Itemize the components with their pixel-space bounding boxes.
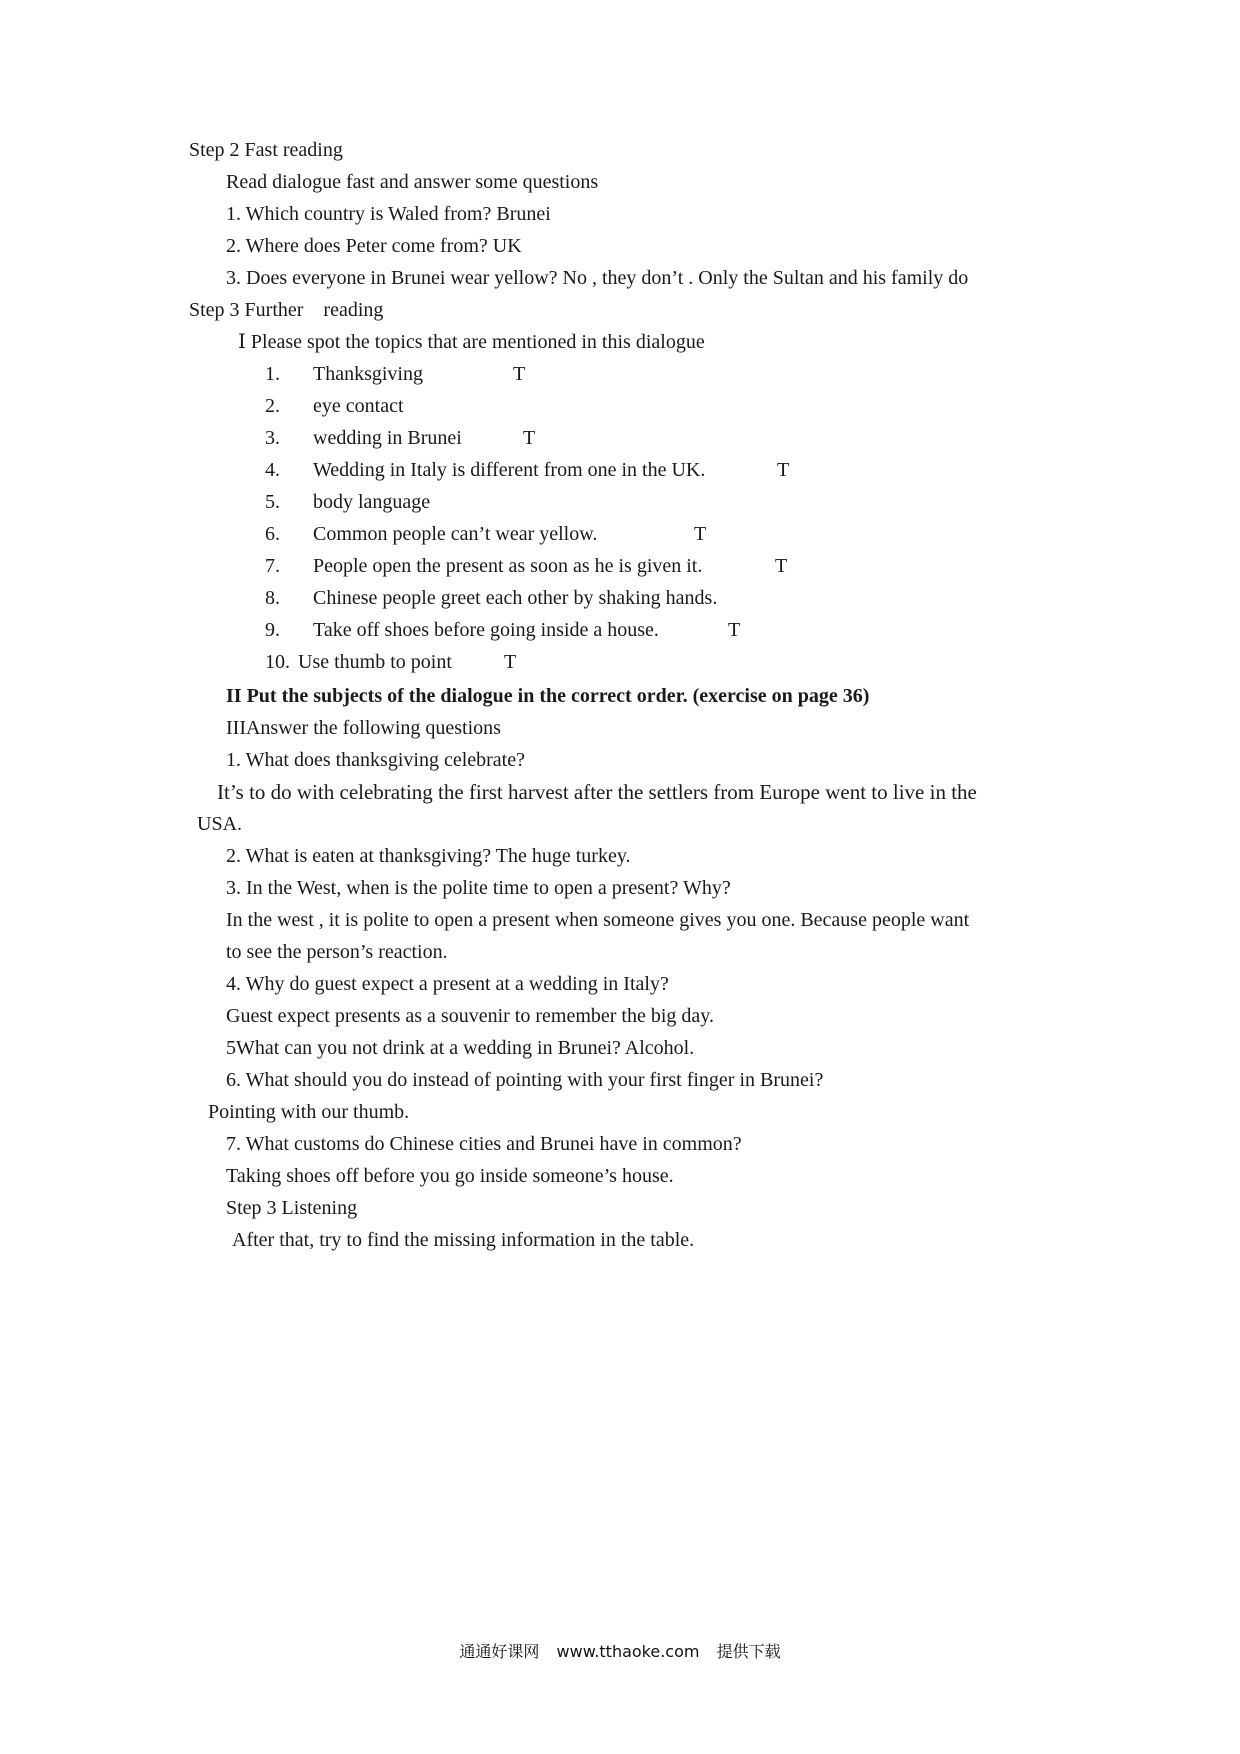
topic-text: Thanksgiving [313,363,423,385]
topic-text: body language [313,491,431,513]
answer-7: Taking shoes off before you go inside someone’s house. [226,1165,674,1187]
step3-title: Step 3 Further reading [189,299,384,321]
topic-number: 9. [265,619,280,641]
footer-suffix: 提供下载 [716,1642,781,1661]
part3-heading: IIIAnswer the following questions [226,717,501,739]
answer-question-3: 3. In the West, when is the polite time to open a present? Why? [226,877,731,899]
answer-question-5: 5What can you not drink at a wedding in Brunei? Alcohol. [226,1037,695,1059]
step2-intro: Read dialogue fast and answer some questions [226,171,599,193]
topic-mark: T [504,651,517,673]
topic-item [265,362,423,386]
topic-mark: T [728,619,741,641]
topic-text: Common people can’t wear yellow. [313,523,598,545]
topic-text: wedding in Brunei [313,427,462,449]
topic-text: Wedding in Italy is different from one in the UK. [313,459,706,481]
topic-mark: T [694,523,707,545]
topic-item [265,458,705,482]
step2-question-1: 1. Which country is Waled from? Brunei [226,203,551,225]
answer-question-1: 1. What does thanksgiving celebrate? [226,749,525,771]
topic-number: 5. [265,491,280,513]
topic-item [265,522,597,546]
topic-text: Use thumb to point [298,651,452,673]
topic-number: 6. [265,523,280,545]
listening-title: Step 3 Listening [226,1197,358,1219]
part2-heading: II Put the subjects of the dialogue in the correct order. (exercise on page 36) [226,685,870,707]
answer-4: Guest expect presents as a souvenir to remember the big day. [226,1005,714,1027]
topic-text: Chinese people greet each other by shaking hands. [313,587,718,609]
topic-text: eye contact [313,395,404,417]
topic-number: 3. [265,427,280,449]
answer-question-6: 6. What should you do instead of pointing with your first finger in Brunei? [226,1069,824,1091]
topic-number: 4. [265,459,280,481]
footer-site-name: 通通好课网 [459,1642,540,1661]
topic-mark: T [775,555,788,577]
answer-1-line-1: It’s to do with celebrating the first harvest after the settlers from Europe went to live in the [217,780,977,804]
answer-3-line-2: to see the person’s reaction. [226,941,448,963]
topic-mark: T [513,363,526,385]
topic-item [265,490,430,514]
answer-1-line-2: USA. [197,813,243,835]
topic-text: People open the present as soon as he is given it. [313,555,703,577]
answer-question-2: 2. What is eaten at thanksgiving? The huge turkey. [226,845,631,867]
step2-question-2: 2. Where does Peter come from? UK [226,235,522,257]
answer-question-4: 4. Why do guest expect a present at a wedding in Italy? [226,973,669,995]
topic-number: 2. [265,395,280,417]
topic-item [265,554,702,578]
topic-number: 7. [265,555,280,577]
part1-heading: Ⅰ Please spot the topics that are mentioned in this dialogue [238,331,705,353]
footer-url: www.tthaoke.com [556,1642,700,1661]
topic-item [265,586,717,610]
step2-question-3: 3. Does everyone in Brunei wear yellow? No , they don’t . Only the Sultan and his family do [226,267,969,289]
topic-mark: T [523,427,536,449]
topic-number: 10. [265,651,290,673]
listening-text: After that, try to find the missing information in the table. [232,1229,695,1251]
topic-item [265,394,404,418]
topic-number: 1. [265,363,280,385]
topic-item [265,426,462,450]
page-footer [0,1642,1240,1662]
topic-mark: T [777,459,790,481]
answer-6: Pointing with our thumb. [208,1101,410,1123]
topic-item [265,618,659,642]
topic-number: 8. [265,587,280,609]
topic-item [265,650,452,674]
answer-question-7: 7. What customs do Chinese cities and Brunei have in common? [226,1133,742,1155]
step2-title: Step 2 Fast reading [189,139,343,161]
topic-text: Take off shoes before going inside a house. [313,619,659,641]
answer-3-line-1: In the west , it is polite to open a present when someone gives you one. Because people want [226,909,970,931]
